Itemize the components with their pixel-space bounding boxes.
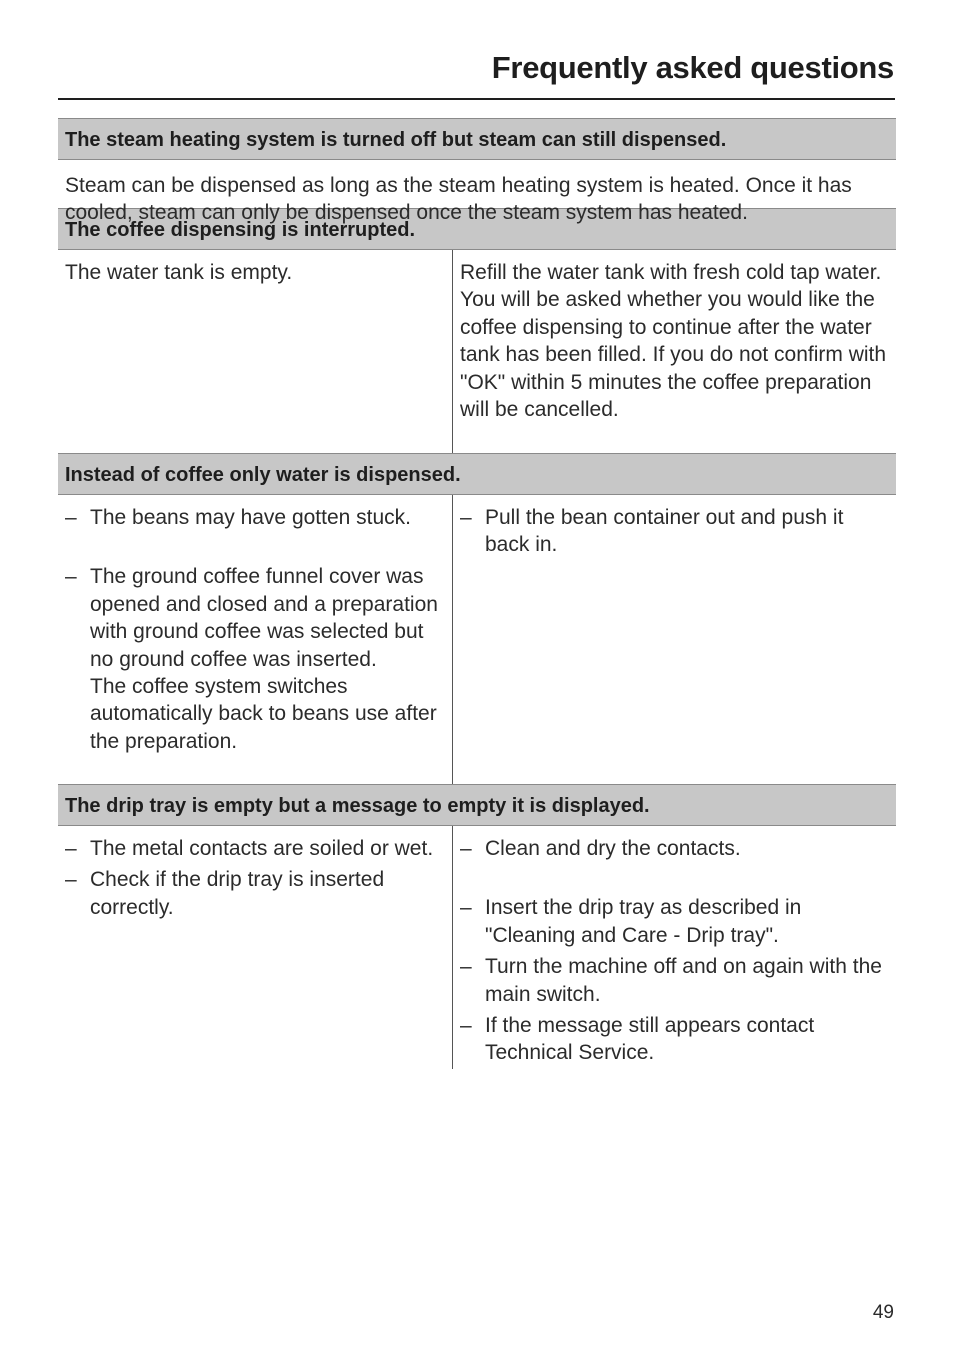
remedy-item bbox=[460, 894, 889, 949]
title-divider bbox=[58, 98, 895, 100]
cause-cell bbox=[58, 495, 452, 784]
cause-cell bbox=[58, 250, 452, 453]
remedy-item bbox=[460, 835, 889, 862]
dash-marker: – bbox=[460, 837, 472, 860]
dash-marker: – bbox=[65, 837, 77, 860]
section-heading-steam: The steam heating system is turned off but steam can still dispensed. bbox=[58, 118, 896, 160]
cause-item bbox=[65, 835, 445, 862]
remedy-item-text: Clean and dry the contacts. bbox=[485, 837, 741, 860]
cause-item bbox=[65, 563, 445, 755]
cause-item-text: The metal contacts are soiled or wet. bbox=[90, 837, 434, 860]
faq-row-drip-tray bbox=[58, 826, 896, 1069]
cause-item-text: The beans may have gotten stuck. bbox=[90, 506, 412, 529]
cause-item bbox=[65, 866, 445, 921]
remedy-item bbox=[460, 1012, 889, 1067]
faq-row-dispensing-interrupted bbox=[58, 250, 896, 453]
section-heading-only-water: Instead of coffee only water is dispensed. bbox=[58, 453, 896, 495]
dash-marker: – bbox=[460, 1014, 472, 1038]
remedy-item-text: Insert the drip tray as described in "Cleaning and Care - Drip tray". bbox=[485, 896, 802, 947]
cause-item-text: Check if the drip tray is inserted correctly. bbox=[90, 868, 385, 919]
remedy-item bbox=[460, 504, 889, 559]
dash-marker: – bbox=[65, 868, 77, 892]
remedy-text: Refill the water tank with fresh cold tap water. bbox=[460, 261, 882, 284]
remedy-cell bbox=[452, 250, 896, 453]
cause-text: The water tank is empty. bbox=[65, 261, 293, 284]
cause-item bbox=[65, 504, 445, 531]
remedy-cell bbox=[452, 495, 896, 784]
faq-row-only-water bbox=[58, 495, 896, 784]
cause-item-note: The coffee system switches automatically back to beans use after the preparation. bbox=[90, 675, 437, 753]
remedy-text: You will be asked whether you would like the coffee dispensing to continue after the water tank has been filled. If you do not confirm with "OK" within 5 minutes the coffee preparation will be cancelled. bbox=[460, 288, 887, 422]
page-title: Frequently asked questions bbox=[491, 50, 894, 85]
section-heading-dispensing-interrupted: The coffee dispensing is interrupted. bbox=[58, 208, 896, 250]
faq-table bbox=[58, 118, 896, 1069]
cause-cell bbox=[58, 826, 452, 1069]
dash-marker: – bbox=[460, 955, 472, 979]
dash-marker: – bbox=[460, 896, 472, 920]
section-heading-drip-tray: The drip tray is empty but a message to empty it is displayed. bbox=[58, 784, 896, 826]
remedy-item-text: Pull the bean container out and push it back in. bbox=[485, 506, 844, 557]
cause-item-text-block bbox=[90, 563, 445, 755]
cause-item-text: The ground coffee funnel cover was opened and closed and a preparation with ground coffee was selected but no ground coffee was inserted. bbox=[90, 565, 438, 671]
dash-marker: – bbox=[65, 565, 77, 589]
section-body-steam: Steam can be dispensed as long as the steam heating system is heated. Once it has cooled, steam can only be dispensed once the steam system has heated. bbox=[65, 174, 852, 224]
page-number: 49 bbox=[872, 1302, 894, 1323]
remedy-cell bbox=[452, 826, 896, 1069]
dash-marker: – bbox=[460, 506, 472, 529]
remedy-item-text: If the message still appears contact Technical Service. bbox=[485, 1014, 815, 1065]
remedy-item-text: Turn the machine off and on again with the main switch. bbox=[485, 955, 882, 1006]
remedy-item bbox=[460, 953, 889, 1008]
dash-marker: – bbox=[65, 506, 77, 529]
